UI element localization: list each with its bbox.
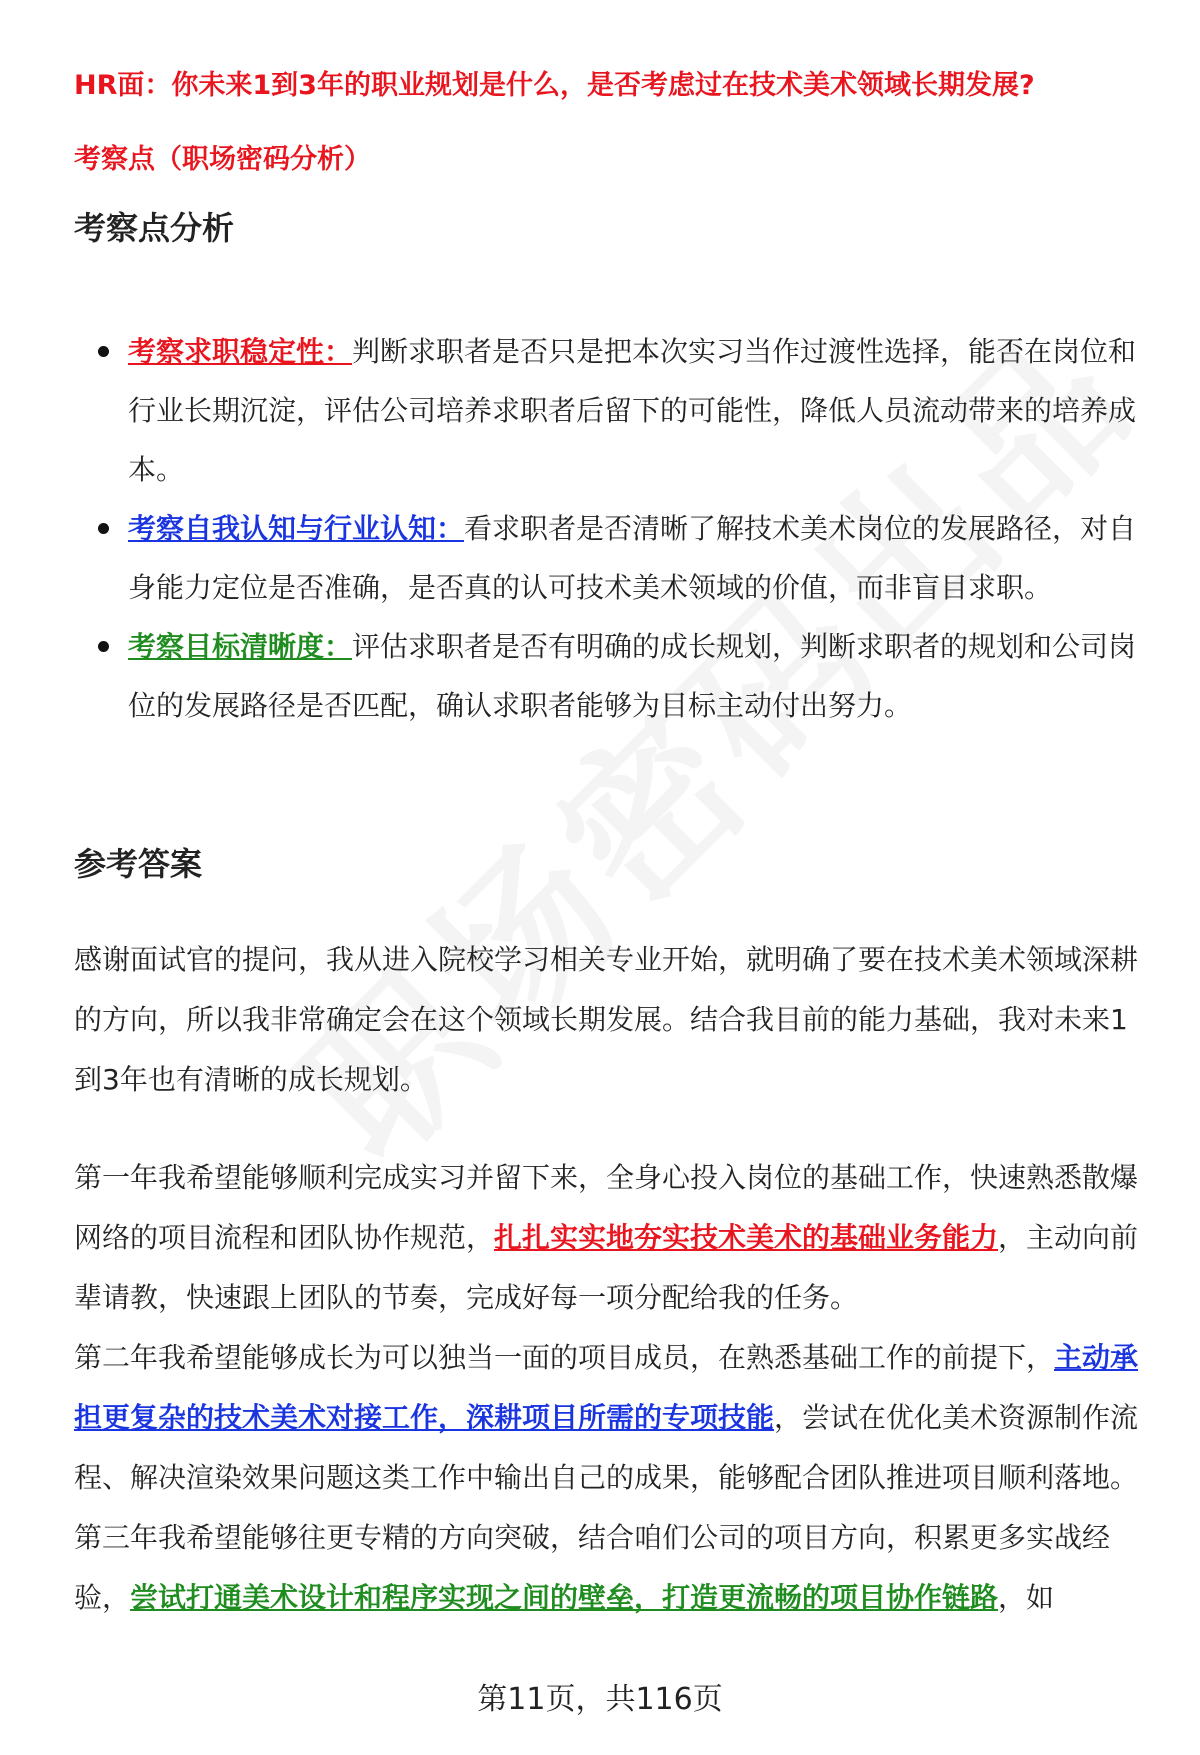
answer-text: ，主动向前辈请教，快速跟上团队的节奏，完成好每一项分配给我的任务。 <box>74 1221 1139 1314</box>
analysis-item-clarity <box>92 617 1142 735</box>
analysis-item-key: 考察目标清晰度： <box>128 630 353 663</box>
analysis-heading: 考察点分析 <box>74 209 235 247</box>
bullet-icon <box>98 523 109 534</box>
analysis-item-key: 考察自我认知与行业认知： <box>128 512 465 545</box>
answer-heading: 参考答案 <box>74 845 203 883</box>
answer-text: ，如 <box>998 1581 1055 1614</box>
analysis-item-cognition <box>92 499 1142 617</box>
page-number: 第11页，共116页 <box>477 1682 723 1717</box>
analysis-list <box>92 322 1142 735</box>
answer-paragraph-2 <box>74 1148 1146 1328</box>
analysis-item-text: 评估求职者是否有明确的成长规划，判断求职者的规划和公司岗位的发展路径是否匹配，确认求职者能够为目标主动付出努力。 <box>128 630 1137 722</box>
answer-text: 第三年我希望能够往更专精的方向突破，结合咱们公司的项目方向，积累更多实战经验， <box>74 1521 1111 1614</box>
answer-paragraph-4 <box>74 1508 1146 1628</box>
bullet-icon <box>98 346 109 357</box>
answer-highlight-blue: 主动承担更复杂的技术美术对接工作，深耕项目所需的专项技能 <box>74 1341 1139 1434</box>
analysis-item-text: 看求职者是否清晰了解技术美术岗位的发展路径，对自身能力定位是否准确，是否真的认可技术美术领域的价值，而非盲目求职。 <box>128 512 1137 604</box>
analysis-item-text: 判断求职者是否只是把本次实习当作过渡性选择，能否在岗位和行业长期沉淀，评估公司培养求职者后留下的可能性，降低人员流动带来的培养成本。 <box>128 335 1137 486</box>
answer-body <box>74 930 1146 1628</box>
bullet-icon <box>98 641 109 652</box>
analysis-item-stability <box>92 322 1142 499</box>
answer-paragraph-1: 感谢面试官的提问，我从进入院校学习相关专业开始，就明确了要在技术美术领域深耕的方向，所以我非常确定会在这个领域长期发展。结合我目前的能力基础，我对未来1到3年也有清晰的成长规划。 <box>74 943 1139 1096</box>
answer-highlight-green: 尝试打通美术设计和程序实现之间的壁垒，打造更流畅的项目协作链路 <box>130 1581 999 1614</box>
question-title: HR面：你未来1到3年的职业规划是什么，是否考虑过在技术美术领域长期发展? <box>74 70 1035 101</box>
answer-text: 第一年我希望能够顺利完成实习并留下来，全身心投入岗位的基础工作，快速熟悉散爆网络的项目流程和团队协作规范， <box>74 1161 1139 1254</box>
question-subtitle: 考察点（职场密码分析） <box>74 144 371 175</box>
answer-text: ，尝试在优化美术资源制作流程、解决渲染效果问题这类工作中输出自己的成果，能够配合团队推进项目顺利落地。 <box>74 1401 1139 1494</box>
answer-paragraph-3 <box>74 1328 1146 1508</box>
answer-text: 第二年我希望能够成长为可以独当一面的项目成员，在熟悉基础工作的前提下， <box>74 1341 1055 1374</box>
answer-highlight-red: 扎扎实实地夯实技术美术的基础业务能力 <box>494 1221 999 1254</box>
analysis-item-key: 考察求职稳定性： <box>128 335 353 368</box>
